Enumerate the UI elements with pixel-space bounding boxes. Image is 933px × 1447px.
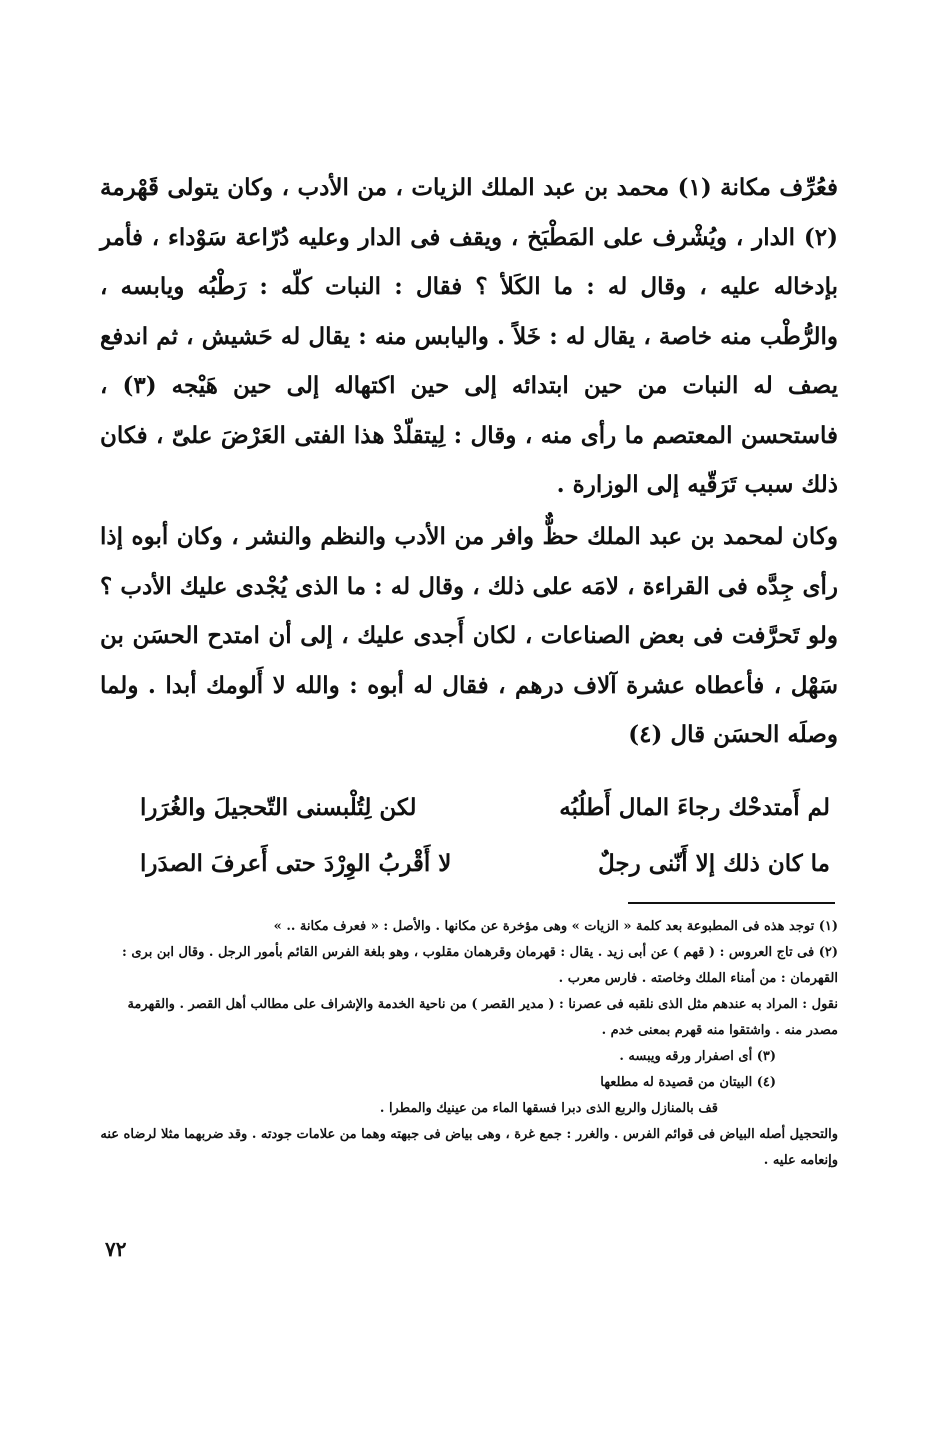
footnote-divider	[628, 902, 835, 904]
footnote-3: (٣) أى اصفرار ورقه ويبسه .	[619, 1049, 776, 1064]
verse-first-hemistich: ما كان ذلك إلا أَنّنى رجلٌ	[598, 850, 830, 877]
body-paragraph	[100, 512, 838, 760]
paragraph-text: فعُرِّف مكانة (١) محمد بن عبد الملك الزيات ، من الأدب ، وكان يتولى قَهْرمة (٢) الدار ، ويُشْرف على المَطْبَخ ، ويقف فى الدار وعليه دُرّاعة سَوْداء ، فأمر بإدخاله عليه ، وقال له : ما الكَلأ ؟ فقال : النبات كلّه : رَطْبُه ويابسه ، والرُّطْب منه خاصة ، يقال له : خَلاً . واليابس منه : يقال له حَشيش ، ثم اندفع يصف له النبات من حين ابتدائه إلى حين اكتهاله إلى حين هَيْجه (٣) ، فاستحسن المعتصم ما رأى منه ، وقال : لِيتقلّدْ هذا الفتى العَرْضَ علىّ ، فكان ذلك سبب تَرَقّيه إلى الوزارة .	[100, 174, 838, 498]
paragraph-text: وكان لمحمد بن عبد الملك حظٌّ وافر من الأدب والنظم والنشر ، وكان أبوه إذا رأى جِدَّه فى القراءة ، لامَه على ذلك ، وقال له : ما الذى يُجْدى عليك الأدب ؟ ولو تَحرَّفت فى بعض الصناعات ، لكان أَجدى عليك ، إلى أن امتدح الحسَن بن سَهْل ، فأعطاه عشرة آلاف درهم ، فقال له أبوه : والله لا أَلومك أبدا . ولما وصلَه الحسَن قال (٤)	[100, 523, 838, 748]
poem-verses	[140, 780, 830, 892]
footnote-1: (١) توجد هذه فى المطبوعة بعد كلمة « الزيات » وهى مؤخرة عن مكانها . والأصل : « فعرف مكانة .. »	[273, 919, 838, 934]
verse-line	[140, 836, 830, 892]
footnote-2-note: نقول : المراد به عندهم مثل الذى نلقبه فى عصرنا : ( مدير القصر ) من ناحية الخدمة والإشراف على مطالب أهل القصر . والقهرمة مصدر منه . واشتقوا منه قهرم بمعنى خدم .	[127, 997, 838, 1038]
verse-first-hemistich: لم أَمتدحْك رجاءَ المال أَطلُبُه	[559, 794, 830, 821]
footnotes	[100, 914, 838, 1174]
footnote-2: (٢) فى تاج العروس : ( قهم ) عن أبى زيد . يقال : قهرمان وقرهمان مقلوب ، وهو بلغة الفرس القائم بأمور الرجل . وقال ابن برى : القهرمان : من أمناء الملك وخاصته . فارس معرب .	[122, 945, 838, 986]
verse-line	[140, 780, 830, 836]
page-number: ٧٢	[105, 1237, 127, 1261]
body-paragraph	[100, 163, 838, 510]
verse-second-hemistich: لا أَقْربُ الوِرْدَ حتى أَعرفَ الصدَرا	[140, 850, 452, 877]
footnote-4-note: والتحجيل أصله البياض فى قوائم الفرس . والغرر : جمع غرة ، وهى بياض فى جبهته وهما من علامات جودته . وقد ضربهما مثلا لرضاه عنه وإنعامه عليه .	[100, 1127, 838, 1168]
footnote-4-verse: قف بالمنازل والربع الذى دبرا فسقها الماء من عينيك والمطرا .	[379, 1101, 718, 1116]
verse-second-hemistich: لكن لِتُلْبسنى التّحجيلَ والغُرَرا	[140, 794, 417, 821]
footnote-4: (٤) البيتان من قصيدة له مطلعها	[600, 1075, 776, 1090]
